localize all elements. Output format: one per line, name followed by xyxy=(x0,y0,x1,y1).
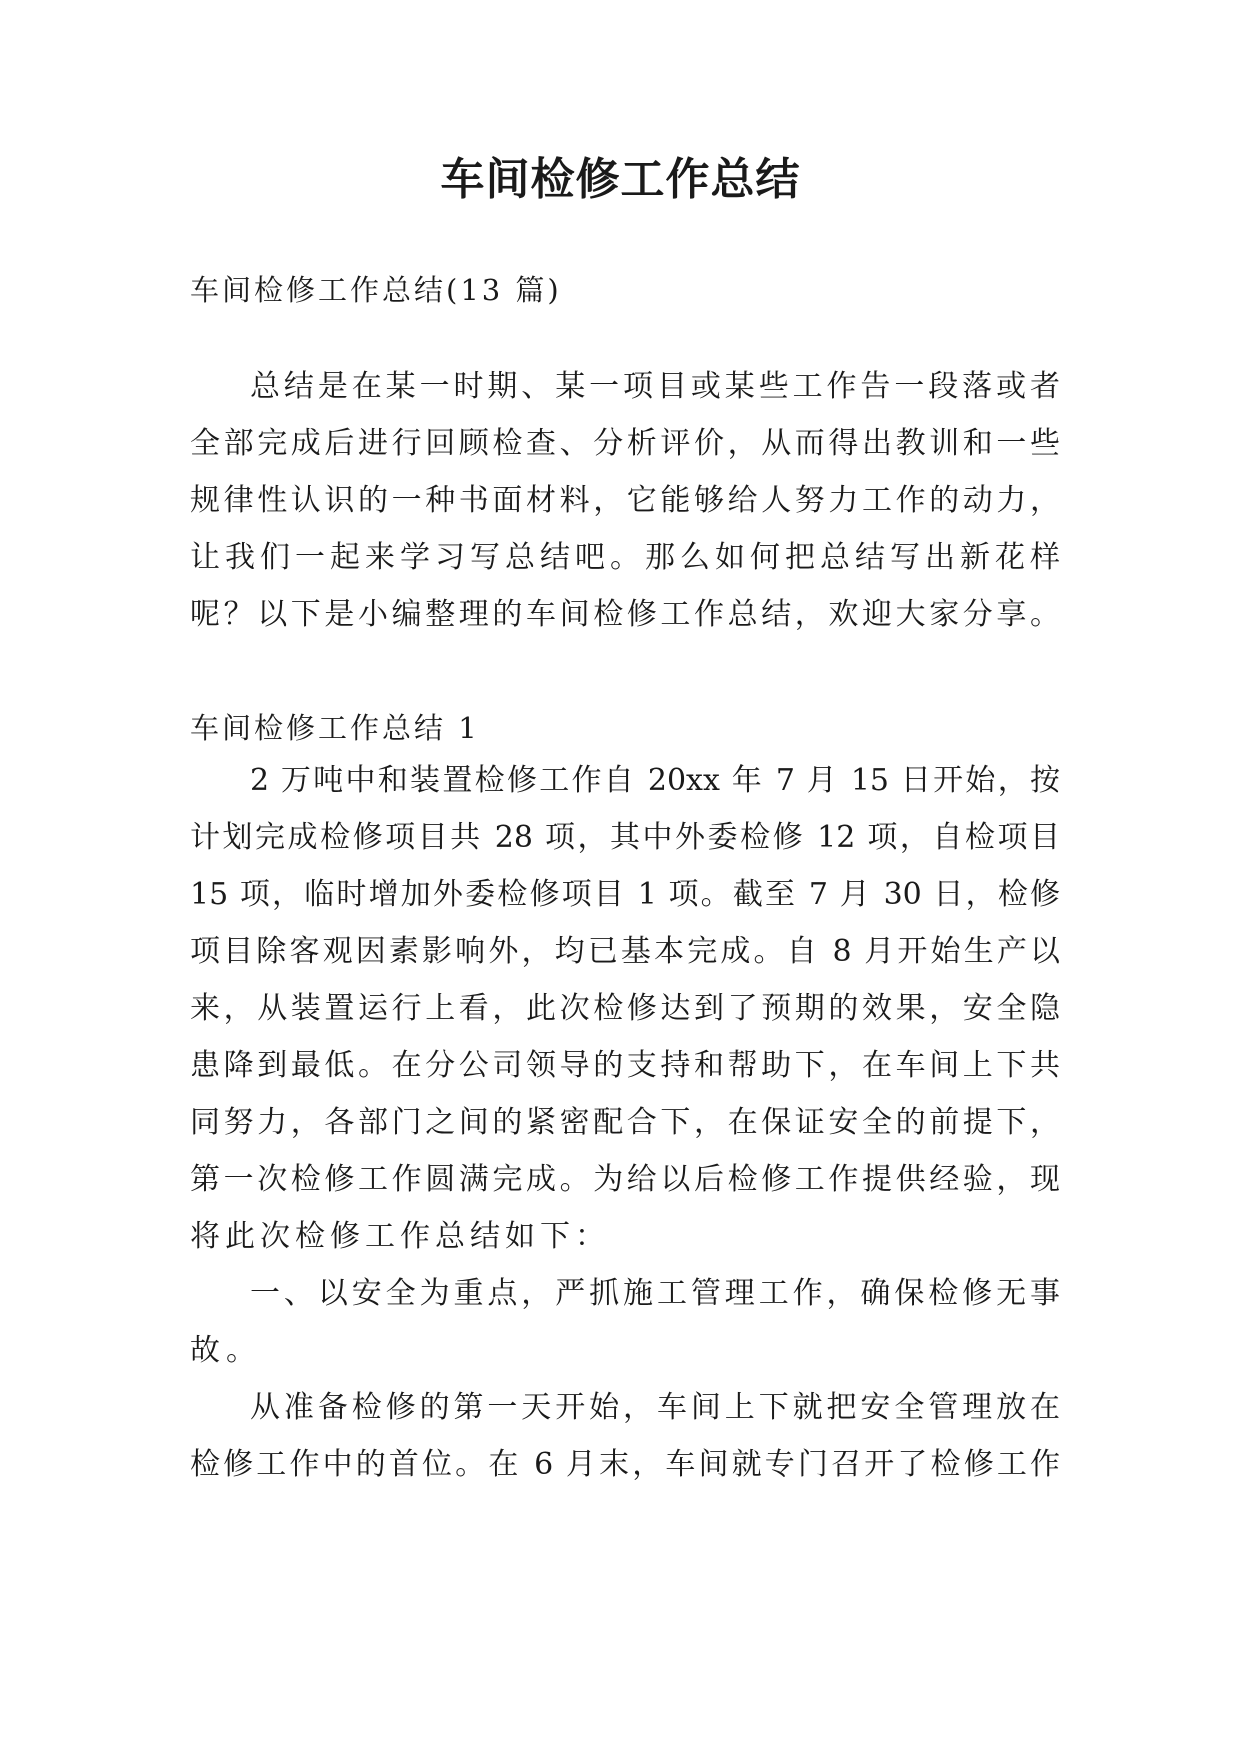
section-heading-text: 车间检修工作总结 1 xyxy=(190,711,480,745)
paragraph-line: 总结是在某一时期、某一项目或某些工作告一段落或者 xyxy=(250,369,1060,404)
paragraph-line: 让我们一起来学习写总结吧。那么如何把总结写出新花样 xyxy=(190,540,1060,575)
paragraph-line: 项目除客观因素影响外，均已基本完成。自 8 月开始生产以 xyxy=(190,934,1060,969)
paragraph-line: 将此次检修工作总结如下： xyxy=(190,1219,610,1254)
paragraph-line: 第一次检修工作圆满完成。为给以后检修工作提供经验，现 xyxy=(190,1162,1060,1197)
paragraph-line: 全部完成后进行回顾检查、分析评价，从而得出教训和一些 xyxy=(190,426,1060,461)
paragraph-line: 2 万吨中和装置检修工作自 20xx 年 7 月 15 日开始，按 xyxy=(250,763,1060,798)
intro-paragraph xyxy=(190,358,1060,643)
paragraph-line: 故。 xyxy=(190,1333,262,1368)
paragraph-line: 患降到最低。在分公司领导的支持和帮助下，在车间上下共 xyxy=(190,1048,1060,1083)
paragraph-line: 检修工作中的首位。在 6 月末，车间就专门召开了检修工作 xyxy=(190,1447,1060,1482)
subtitle-text: 车间检修工作总结(13 篇) xyxy=(190,273,562,307)
body-paragraphs xyxy=(190,752,1060,1493)
document-subtitle xyxy=(190,262,1060,319)
paragraph-line: 一、以安全为重点，严抓施工管理工作，确保检修无事 xyxy=(250,1276,1060,1311)
paragraph-line: 15 项，临时增加外委检修项目 1 项。截至 7 月 30 日，检修 xyxy=(190,877,1060,912)
paragraph-line: 计划完成检修项目共 28 项，其中外委检修 12 项，自检项目 xyxy=(190,820,1060,855)
paragraph-line: 来，从装置运行上看，此次检修达到了预期的效果，安全隐 xyxy=(190,991,1060,1026)
paragraph-line: 呢？以下是小编整理的车间检修工作总结，欢迎大家分享。 xyxy=(190,597,1060,632)
paragraph-line: 从准备检修的第一天开始，车间上下就把安全管理放在 xyxy=(250,1390,1060,1425)
paragraph-line: 同努力，各部门之间的紧密配合下，在保证安全的前提下， xyxy=(190,1105,1060,1140)
document-title: 车间检修工作总结 xyxy=(440,154,801,205)
section-heading xyxy=(190,700,1060,757)
paragraph-line: 规律性认识的一种书面材料，它能够给人努力工作的动力， xyxy=(190,483,1060,518)
